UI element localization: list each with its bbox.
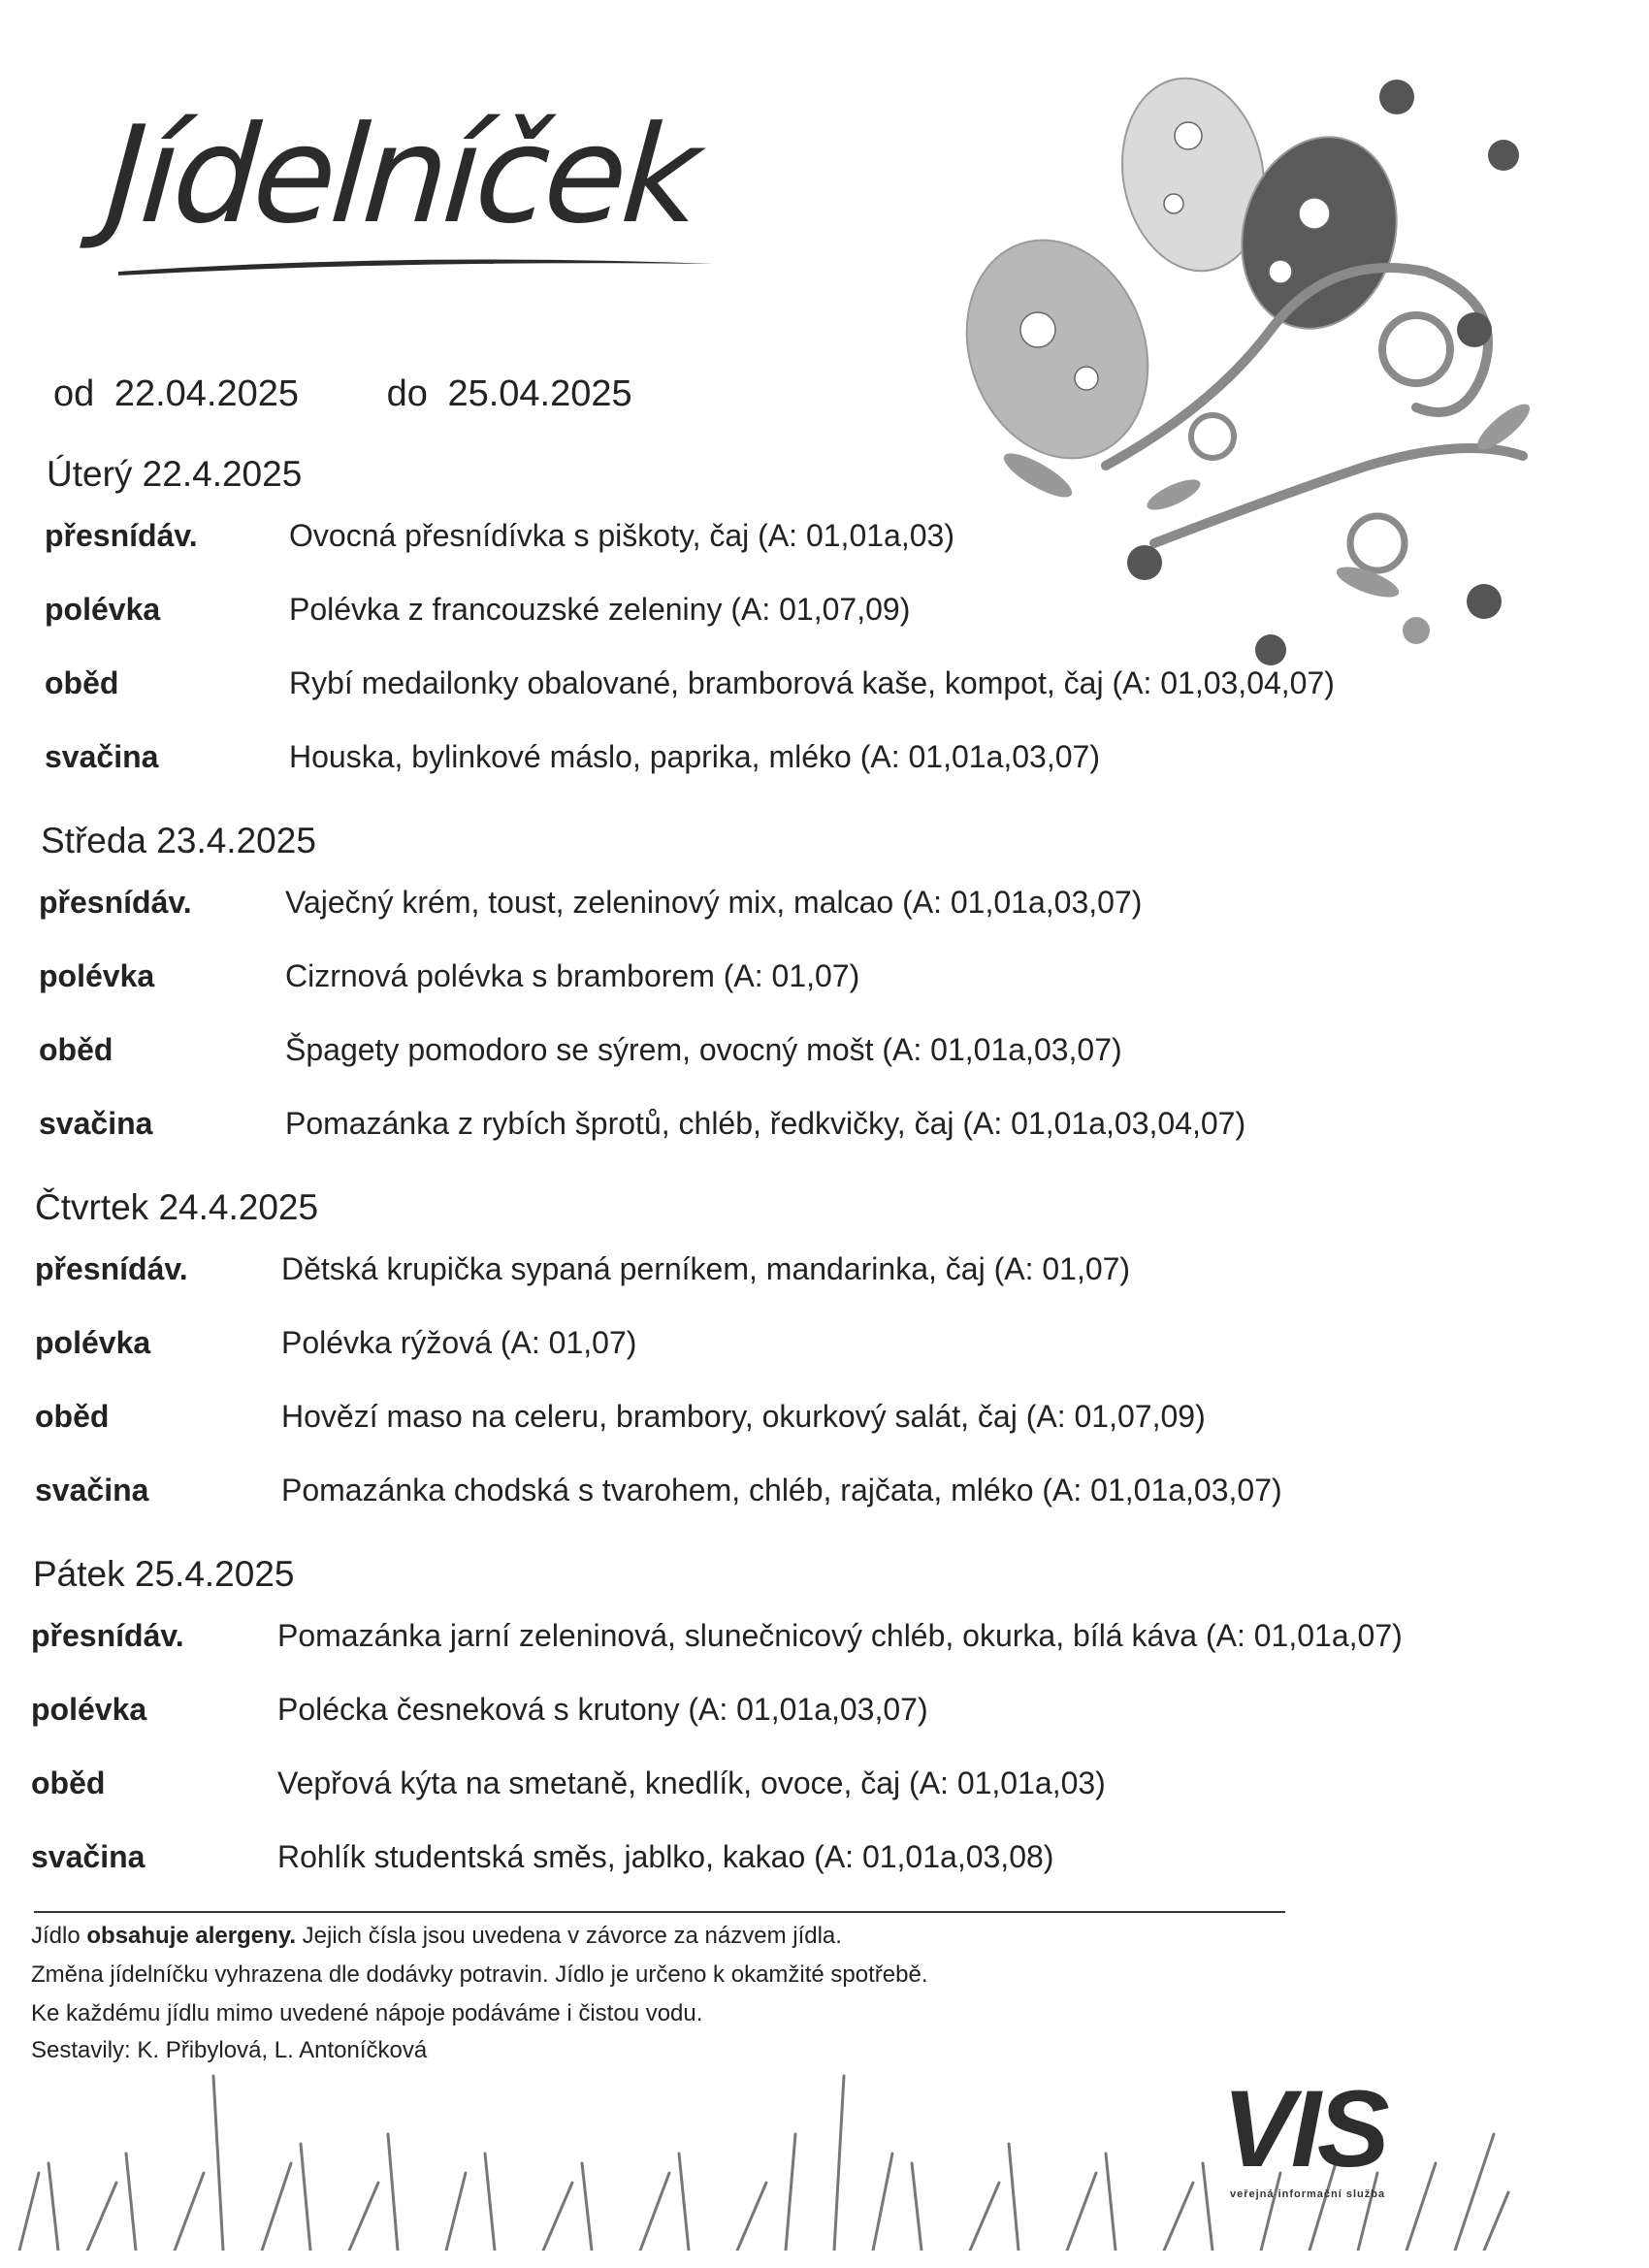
dish-text: Polévka z francouzské zeleniny (A: 01,07,09) bbox=[289, 592, 911, 627]
footer-allergen-note bbox=[31, 1923, 842, 1950]
easter-eggs-decoration bbox=[960, 39, 1542, 679]
dish-text: Pomazánka chodská s tvarohem, chléb, rajčata, mléko (A: 01,01a,03,07) bbox=[281, 1473, 1282, 1507]
date-to-label: do bbox=[386, 373, 428, 414]
footer-water-note: Ke každému jídlu mimo uvedené nápoje podáváme i čistou vodu. bbox=[31, 2000, 703, 2026]
dish-text: Dětská krupička sypaná perníkem, mandarinka, čaj (A: 01,07) bbox=[281, 1251, 1131, 1286]
meal-label: oběd bbox=[45, 665, 119, 700]
footer-text: Jejich čísla jsou uvedena v závorce za názvem jídla. bbox=[296, 1923, 842, 1949]
meal-label: polévka bbox=[31, 1692, 147, 1727]
footer-divider bbox=[34, 1911, 1285, 1913]
dish-text: Hovězí maso na celeru, brambory, okurkový salát, čaj (A: 01,07,09) bbox=[281, 1399, 1206, 1434]
dish-text: Vepřová kýta na smetaně, knedlík, ovoce, čaj (A: 01,01a,03) bbox=[277, 1766, 1106, 1800]
day-title: Čtvrtek 24.4.2025 bbox=[35, 1187, 319, 1227]
dish-text: Pomazánka z rybích šprotů, chléb, ředkvičky, čaj (A: 01,01a,03,04,07) bbox=[285, 1106, 1246, 1141]
dish-text: Ovocná přesnídívka s piškoty, čaj (A: 01,01a,03) bbox=[289, 518, 954, 553]
dish-text: Pomazánka jarní zeleninová, slunečnicový chléb, okurka, bílá káva (A: 01,01a,07) bbox=[277, 1618, 1403, 1653]
meal-label: polévka bbox=[39, 958, 155, 993]
dish-text: Rohlík studentská směs, jablko, kakao (A: 01,01a,03,08) bbox=[277, 1839, 1054, 1874]
title-underline-swoosh bbox=[116, 250, 718, 279]
dish-text: Vaječný krém, toust, zeleninový mix, malcao (A: 01,01a,03,07) bbox=[285, 885, 1143, 920]
footer-change-note: Změna jídelníčku vyhrazena dle dodávky potravin. Jídlo je určeno k okamžité spotřebě. bbox=[31, 1961, 928, 1988]
page-title: Jídelníček bbox=[101, 97, 701, 253]
meal-label: svačina bbox=[35, 1473, 149, 1507]
meal-label: oběd bbox=[35, 1399, 110, 1434]
footer-bold-text: obsahuje alergeny. bbox=[86, 1923, 296, 1949]
meal-label: svačina bbox=[39, 1106, 153, 1141]
meal-label: přesnídáv. bbox=[45, 518, 198, 553]
logo-subtitle: veřejná informační služba bbox=[1230, 2188, 1386, 2200]
dish-text: Rybí medailonky obalované, bramborová kaše, kompot, čaj (A: 01,03,04,07) bbox=[289, 665, 1335, 700]
dish-text: Cizrnová polévka s bramborem (A: 01,07) bbox=[285, 958, 860, 993]
meal-label: polévka bbox=[35, 1325, 151, 1360]
meal-label: oběd bbox=[31, 1766, 106, 1800]
vis-logo bbox=[1222, 2066, 1465, 2202]
meal-label: přesnídáv. bbox=[31, 1618, 184, 1653]
dish-text: Polécka česneková s krutony (A: 01,01a,03,07) bbox=[277, 1692, 928, 1727]
date-range bbox=[53, 373, 642, 415]
meal-label: přesnídáv. bbox=[39, 885, 192, 920]
date-from-label: od bbox=[53, 373, 95, 414]
day-title: Úterý 22.4.2025 bbox=[47, 454, 303, 494]
meal-label: oběd bbox=[39, 1032, 113, 1067]
meal-label: svačina bbox=[45, 739, 159, 774]
dish-text: Houska, bylinkové máslo, paprika, mléko (A: 01,01a,03,07) bbox=[289, 739, 1100, 774]
meal-label: svačina bbox=[31, 1839, 146, 1874]
dish-text: Špagety pomodoro se sýrem, ovocný mošt (A: 01,01a,03,07) bbox=[285, 1032, 1122, 1067]
logo-text: VIS bbox=[1222, 2068, 1386, 2189]
day-title: Pátek 25.4.2025 bbox=[33, 1554, 295, 1594]
footer-text: Jídlo bbox=[31, 1923, 87, 1949]
meal-label: přesnídáv. bbox=[35, 1251, 188, 1286]
meal-label: polévka bbox=[45, 592, 161, 627]
date-to: 25.04.2025 bbox=[447, 373, 632, 414]
date-from: 22.04.2025 bbox=[113, 373, 300, 414]
day-title: Středa 23.4.2025 bbox=[41, 821, 316, 860]
dish-text: Polévka rýžová (A: 01,07) bbox=[281, 1325, 637, 1360]
footer-authors: Sestavily: K. Přibylová, L. Antoníčková bbox=[31, 2037, 428, 2063]
